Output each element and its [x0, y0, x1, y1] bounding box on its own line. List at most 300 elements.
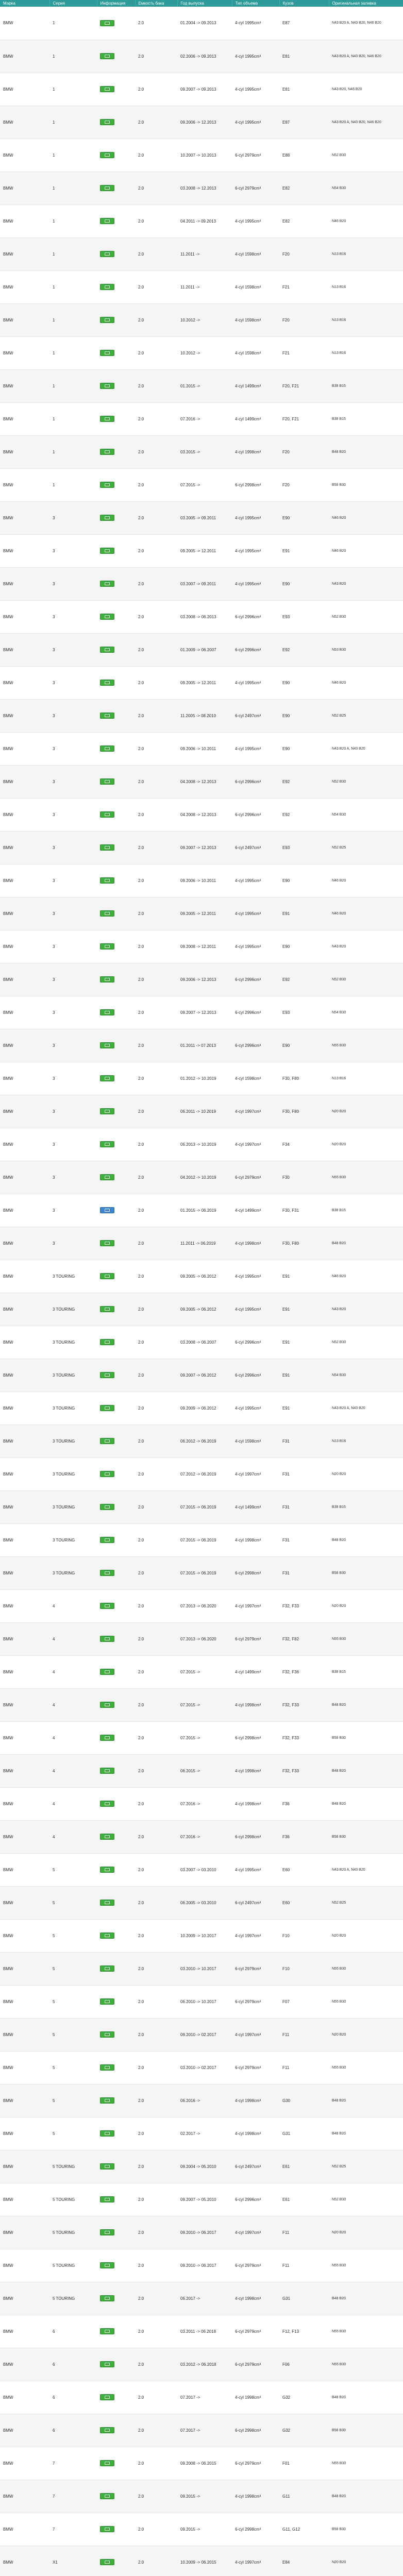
engine-volume-cell: 4-cyl 1499cm³	[232, 369, 279, 402]
table-row[interactable]	[0, 1095, 403, 1128]
body-cell: F36	[279, 1787, 329, 1820]
table-row[interactable]	[0, 336, 403, 369]
series-cell: 4	[49, 1622, 97, 1655]
info-badge-icon[interactable]	[100, 1867, 114, 1873]
table-row[interactable]	[0, 1787, 403, 1820]
year-cell: 09.2006 -> 12.2013	[177, 106, 232, 139]
info-cell	[97, 1886, 135, 1919]
info-badge-icon[interactable]	[100, 1900, 114, 1906]
year-cell: 11.2011 ->	[177, 238, 232, 270]
info-cell	[97, 699, 135, 732]
table-row[interactable]	[0, 1622, 403, 1655]
table-row[interactable]	[0, 303, 403, 336]
engine-volume-cell: 6-cyl 2979cm³	[232, 2249, 279, 2282]
table-row[interactable]	[0, 238, 403, 270]
year-cell: 01.2009 -> 06.2007	[177, 633, 232, 666]
table-row[interactable]	[0, 7, 403, 40]
info-badge-icon[interactable]	[100, 152, 114, 158]
info-badge-icon[interactable]	[100, 2328, 114, 2334]
year-cell: 03.2008 -> 06.2007	[177, 1326, 232, 1359]
info-badge-icon[interactable]	[100, 2196, 114, 2202]
capacity-cell: 2.0	[135, 1260, 177, 1293]
info-badge-icon[interactable]	[100, 1603, 114, 1609]
table-row[interactable]	[0, 1985, 403, 2018]
brand-cell: BMW	[0, 1095, 49, 1128]
info-badge-icon[interactable]	[100, 1834, 114, 1840]
table-row[interactable]	[0, 1754, 403, 1787]
table-row[interactable]	[0, 2282, 403, 2315]
table-row[interactable]	[0, 1062, 403, 1095]
brand-cell: BMW	[0, 2084, 49, 2117]
capacity-cell: 2.0	[135, 534, 177, 567]
table-row[interactable]	[0, 172, 403, 205]
engine-volume-cell: 4-cyl 1995cm³	[232, 40, 279, 73]
info-badge-icon[interactable]	[100, 185, 114, 191]
info-badge-icon[interactable]	[100, 2361, 114, 2367]
code-cell: N54 B30	[329, 996, 403, 1029]
brand-cell: BMW	[0, 172, 49, 205]
series-cell: 1	[49, 435, 97, 468]
capacity-cell: 2.0	[135, 402, 177, 435]
series-cell: 3	[49, 1194, 97, 1227]
table-row[interactable]	[0, 666, 403, 699]
body-cell: E91	[279, 1260, 329, 1293]
info-badge-icon[interactable]	[100, 1372, 114, 1378]
body-cell: F11	[279, 2249, 329, 2282]
table-row[interactable]	[0, 1688, 403, 1721]
info-badge-icon[interactable]	[100, 2526, 114, 2532]
year-cell: 10.2007 -> 10.2013	[177, 139, 232, 172]
body-cell: F21	[279, 336, 329, 369]
capacity-cell: 2.0	[135, 205, 177, 238]
table-row[interactable]	[0, 1359, 403, 1392]
info-badge-icon[interactable]	[100, 647, 114, 653]
year-cell: 01.2011 -> 07.2013	[177, 1029, 232, 1062]
info-badge-icon[interactable]	[100, 20, 114, 26]
info-badge-icon[interactable]	[100, 581, 114, 587]
table-row[interactable]	[0, 534, 403, 567]
engine-volume-cell: 4-cyl 1998cm³	[232, 2282, 279, 2315]
info-cell	[97, 1425, 135, 1458]
info-cell	[97, 2183, 135, 2216]
capacity-cell: 2.0	[135, 2513, 177, 2546]
column-header[interactable]: Серия	[49, 0, 97, 7]
brand-cell: BMW	[0, 1919, 49, 1952]
year-cell: 01.2015 -> 06.2019	[177, 1194, 232, 1227]
info-badge-icon[interactable]	[100, 1504, 114, 1510]
info-badge-icon[interactable]	[100, 383, 114, 389]
engine-volume-cell: 4-cyl 1499cm³	[232, 402, 279, 435]
info-badge-icon[interactable]	[100, 2064, 114, 2071]
info-badge-icon[interactable]	[100, 2460, 114, 2466]
info-badge-icon[interactable]	[100, 1339, 114, 1345]
capacity-cell: 2.0	[135, 2150, 177, 2183]
info-cell	[97, 1622, 135, 1655]
table-row[interactable]	[0, 1523, 403, 1556]
brand-cell: BMW	[0, 73, 49, 106]
engine-volume-cell: 4-cyl 1995cm³	[232, 864, 279, 897]
info-badge-icon[interactable]	[100, 416, 114, 422]
info-badge-icon[interactable]	[100, 53, 114, 59]
info-badge-icon[interactable]	[100, 1471, 114, 1477]
info-badge-icon[interactable]	[100, 2427, 114, 2433]
info-badge-icon[interactable]	[100, 119, 114, 125]
code-cell: N52 B25	[329, 2150, 403, 2183]
body-cell: E93	[279, 996, 329, 1029]
table-row[interactable]	[0, 732, 403, 765]
info-cell	[97, 106, 135, 139]
year-cell: 09.2009 -> 06.2012	[177, 1392, 232, 1425]
table-row[interactable]	[0, 369, 403, 402]
code-cell: N55 B30	[329, 1952, 403, 1985]
capacity-cell: 2.0	[135, 666, 177, 699]
table-row[interactable]	[0, 2084, 403, 2117]
info-badge-icon[interactable]	[100, 2229, 114, 2235]
body-cell: E91	[279, 1359, 329, 1392]
brand-cell: BMW	[0, 2018, 49, 2051]
table-row[interactable]	[0, 468, 403, 501]
engine-volume-cell: 6-cyl 2996cm³	[232, 963, 279, 996]
column-header[interactable]: Год выпуска	[177, 0, 232, 7]
brand-cell: BMW	[0, 1293, 49, 1326]
info-badge-icon[interactable]	[100, 86, 114, 92]
info-cell	[97, 369, 135, 402]
capacity-cell: 2.0	[135, 1194, 177, 1227]
info-badge-icon[interactable]	[100, 2163, 114, 2170]
table-row[interactable]	[0, 2117, 403, 2150]
brand-cell: BMW	[0, 798, 49, 831]
series-cell: 3	[49, 633, 97, 666]
code-cell: B48 B20	[329, 2381, 403, 2414]
info-badge-icon[interactable]	[100, 1933, 114, 1939]
table-body	[0, 7, 403, 2576]
info-badge-icon[interactable]	[100, 2559, 114, 2565]
info-badge-icon[interactable]	[100, 1735, 114, 1741]
info-badge-icon[interactable]	[100, 1174, 114, 1180]
column-header[interactable]: Информация	[97, 0, 135, 7]
code-cell: B58 B30	[329, 1820, 403, 1853]
info-badge-icon[interactable]	[100, 2493, 114, 2499]
table-row[interactable]	[0, 1128, 403, 1161]
capacity-cell: 2.0	[135, 2447, 177, 2480]
code-cell: N13 B16	[329, 270, 403, 303]
info-badge-icon[interactable]	[100, 1537, 114, 1543]
table-row[interactable]	[0, 2183, 403, 2216]
info-badge-icon[interactable]	[100, 1273, 114, 1279]
info-badge-icon[interactable]	[100, 317, 114, 323]
brand-cell: BMW	[0, 1490, 49, 1523]
info-cell	[97, 1029, 135, 1062]
info-cell	[97, 1326, 135, 1359]
table-row[interactable]	[0, 40, 403, 73]
info-badge-icon[interactable]	[100, 1570, 114, 1576]
table-row[interactable]	[0, 1029, 403, 1062]
table-row[interactable]	[0, 600, 403, 633]
year-cell: 03.2012 -> 06.2018	[177, 2348, 232, 2381]
info-badge-icon[interactable]	[100, 943, 114, 950]
column-header[interactable]: Марка	[0, 0, 49, 7]
table-row[interactable]	[0, 699, 403, 732]
table-row[interactable]	[0, 2447, 403, 2480]
engine-volume-cell: 4-cyl 1598cm³	[232, 1425, 279, 1458]
engine-volume-cell: 4-cyl 1499cm³	[232, 1194, 279, 1227]
table-row[interactable]	[0, 1293, 403, 1326]
code-cell: B48 B20	[329, 435, 403, 468]
table-row[interactable]	[0, 831, 403, 864]
table-row[interactable]	[0, 2216, 403, 2249]
table-row[interactable]	[0, 402, 403, 435]
series-cell: 4	[49, 1787, 97, 1820]
body-cell: F10	[279, 1919, 329, 1952]
table-row[interactable]	[0, 963, 403, 996]
engine-volume-cell: 4-cyl 1995cm³	[232, 7, 279, 40]
year-cell: 07.2017 ->	[177, 2381, 232, 2414]
table-row[interactable]	[0, 2480, 403, 2513]
year-cell: 11.2011 ->	[177, 270, 232, 303]
engine-volume-cell: 4-cyl 1499cm³	[232, 1490, 279, 1523]
code-cell: N20 B20	[329, 1589, 403, 1622]
table-row[interactable]	[0, 2381, 403, 2414]
code-cell: N55 B30	[329, 2051, 403, 2084]
table-row[interactable]	[0, 501, 403, 534]
table-row[interactable]	[0, 1392, 403, 1425]
brand-cell: BMW	[0, 270, 49, 303]
info-cell	[97, 2084, 135, 2117]
info-badge-icon[interactable]	[100, 2097, 114, 2104]
info-badge-icon[interactable]	[100, 482, 114, 488]
table-row[interactable]	[0, 2546, 403, 2576]
info-badge-icon[interactable]	[100, 811, 114, 818]
table-row[interactable]	[0, 73, 403, 106]
info-cell	[97, 1754, 135, 1787]
brand-cell: BMW	[0, 1128, 49, 1161]
body-cell: E92	[279, 765, 329, 798]
info-badge-icon[interactable]	[100, 1636, 114, 1642]
table-row[interactable]	[0, 1425, 403, 1458]
table-row[interactable]	[0, 1721, 403, 1754]
year-cell: 06.2005 -> 03.2010	[177, 1886, 232, 1919]
body-cell: F36	[279, 1820, 329, 1853]
table-row[interactable]	[0, 270, 403, 303]
table-row[interactable]	[0, 1919, 403, 1952]
info-badge-icon[interactable]	[100, 614, 114, 620]
table-row[interactable]	[0, 864, 403, 897]
brand-cell: BMW	[0, 1556, 49, 1589]
table-row[interactable]	[0, 2018, 403, 2051]
info-badge-icon[interactable]	[100, 2295, 114, 2301]
column-header[interactable]: Тип объема	[232, 0, 279, 7]
table-row[interactable]	[0, 798, 403, 831]
body-cell: F11	[279, 2051, 329, 2084]
info-badge-icon[interactable]	[100, 1669, 114, 1675]
info-cell	[97, 2513, 135, 2546]
info-cell	[97, 2150, 135, 2183]
info-badge-icon[interactable]	[100, 713, 114, 719]
table-row[interactable]	[0, 2051, 403, 2084]
table-row[interactable]	[0, 996, 403, 1029]
table-row[interactable]	[0, 2414, 403, 2447]
code-cell: N20 B20	[329, 1095, 403, 1128]
capacity-cell: 2.0	[135, 7, 177, 40]
info-badge-icon[interactable]	[100, 2031, 114, 2038]
engine-volume-cell: 6-cyl 2996cm³	[232, 765, 279, 798]
column-header[interactable]: Оригинальная заливка	[329, 0, 403, 7]
info-badge-icon[interactable]	[100, 449, 114, 455]
series-cell: 1	[49, 303, 97, 336]
info-badge-icon[interactable]	[100, 1207, 114, 1213]
table-row[interactable]	[0, 1490, 403, 1523]
info-badge-icon[interactable]	[100, 1998, 114, 2005]
info-badge-icon[interactable]	[100, 1042, 114, 1048]
series-cell: 5	[49, 1919, 97, 1952]
code-cell: N52 B25	[329, 699, 403, 732]
info-badge-icon[interactable]	[100, 1702, 114, 1708]
body-cell: E81	[279, 40, 329, 73]
capacity-cell: 2.0	[135, 1820, 177, 1853]
info-badge-icon[interactable]	[100, 548, 114, 554]
body-cell: F20	[279, 238, 329, 270]
table-row[interactable]	[0, 1161, 403, 1194]
info-badge-icon[interactable]	[100, 218, 114, 224]
table-row[interactable]	[0, 2513, 403, 2546]
table-row[interactable]	[0, 2348, 403, 2381]
engine-volume-cell: 4-cyl 1995cm³	[232, 732, 279, 765]
code-cell: N13 B16	[329, 336, 403, 369]
table-row[interactable]	[0, 2249, 403, 2282]
series-cell: 5 TOURING	[49, 2150, 97, 2183]
table-row[interactable]	[0, 567, 403, 600]
table-row[interactable]	[0, 1458, 403, 1490]
table-row[interactable]	[0, 930, 403, 963]
brand-cell: BMW	[0, 205, 49, 238]
info-badge-icon[interactable]	[100, 2262, 114, 2268]
table-row[interactable]	[0, 139, 403, 172]
engine-volume-cell: 6-cyl 2497cm³	[232, 1886, 279, 1919]
info-cell	[97, 600, 135, 633]
capacity-cell: 2.0	[135, 2348, 177, 2381]
info-badge-icon[interactable]	[100, 844, 114, 851]
brand-cell: BMW	[0, 1688, 49, 1721]
info-cell	[97, 303, 135, 336]
info-badge-icon[interactable]	[100, 1141, 114, 1147]
info-badge-icon[interactable]	[100, 2130, 114, 2137]
info-badge-icon[interactable]	[100, 1240, 114, 1246]
info-badge-icon[interactable]	[100, 778, 114, 785]
year-cell: 09.2010 -> 06.2017	[177, 2216, 232, 2249]
info-badge-icon[interactable]	[100, 1075, 114, 1081]
body-cell: G11	[279, 2480, 329, 2513]
info-badge-icon[interactable]	[100, 745, 114, 752]
capacity-cell: 2.0	[135, 106, 177, 139]
column-header[interactable]: Емкость бака	[135, 0, 177, 7]
table-row[interactable]	[0, 1886, 403, 1919]
brand-cell: BMW	[0, 1029, 49, 1062]
info-badge-icon[interactable]	[100, 1306, 114, 1312]
info-badge-icon[interactable]	[100, 1108, 114, 1114]
engine-volume-cell: 6-cyl 2996cm³	[232, 2183, 279, 2216]
capacity-cell: 2.0	[135, 1523, 177, 1556]
table-row[interactable]	[0, 1326, 403, 1359]
capacity-cell: 2.0	[135, 501, 177, 534]
capacity-cell: 2.0	[135, 336, 177, 369]
table-row[interactable]	[0, 106, 403, 139]
table-row[interactable]	[0, 1853, 403, 1886]
table-row[interactable]	[0, 1589, 403, 1622]
info-badge-icon[interactable]	[100, 877, 114, 884]
table-row[interactable]	[0, 205, 403, 238]
brand-cell: BMW	[0, 2348, 49, 2381]
capacity-cell: 2.0	[135, 633, 177, 666]
series-cell: 5	[49, 2051, 97, 2084]
table-row[interactable]	[0, 1194, 403, 1227]
info-badge-icon[interactable]	[100, 2394, 114, 2400]
info-badge-icon[interactable]	[100, 680, 114, 686]
info-cell	[97, 501, 135, 534]
table-row[interactable]	[0, 435, 403, 468]
body-cell: E90	[279, 666, 329, 699]
info-badge-icon[interactable]	[100, 910, 114, 917]
info-cell	[97, 1985, 135, 2018]
body-cell: G31	[279, 2282, 329, 2315]
body-cell: F32, F82	[279, 1622, 329, 1655]
info-badge-icon[interactable]	[100, 284, 114, 290]
info-badge-icon[interactable]	[100, 1438, 114, 1444]
engine-volume-cell: 6-cyl 2998cm³	[232, 1556, 279, 1589]
code-cell: N13 B16	[329, 303, 403, 336]
info-badge-icon[interactable]	[100, 1965, 114, 1972]
table-row[interactable]	[0, 1227, 403, 1260]
table-row[interactable]	[0, 633, 403, 666]
table-row[interactable]	[0, 897, 403, 930]
table-row[interactable]	[0, 1820, 403, 1853]
table-row[interactable]	[0, 765, 403, 798]
code-cell: N43 B20 A, N43 B20, N46 B20	[329, 7, 403, 40]
table-row[interactable]	[0, 1952, 403, 1985]
table-row[interactable]	[0, 2315, 403, 2348]
engine-volume-cell: 4-cyl 1995cm³	[232, 930, 279, 963]
info-badge-icon[interactable]	[100, 251, 114, 257]
table-row[interactable]	[0, 2150, 403, 2183]
info-badge-icon[interactable]	[100, 1768, 114, 1774]
table-row[interactable]	[0, 1260, 403, 1293]
year-cell: 04.2008 -> 12.2013	[177, 798, 232, 831]
brand-cell: BMW	[0, 831, 49, 864]
capacity-cell: 2.0	[135, 369, 177, 402]
info-cell	[97, 633, 135, 666]
engine-volume-cell: 6-cyl 2979cm³	[232, 1622, 279, 1655]
year-cell: 04.2012 -> 10.2019	[177, 1161, 232, 1194]
year-cell: 06.2016 ->	[177, 2084, 232, 2117]
series-cell: 7	[49, 2513, 97, 2546]
column-header[interactable]: Кузов	[279, 0, 329, 7]
engine-volume-cell: 6-cyl 2979cm³	[232, 139, 279, 172]
info-badge-icon[interactable]	[100, 1801, 114, 1807]
series-cell: 5	[49, 2117, 97, 2150]
info-badge-icon[interactable]	[100, 1009, 114, 1015]
table-row[interactable]	[0, 1556, 403, 1589]
info-cell	[97, 1589, 135, 1622]
table-row[interactable]	[0, 1655, 403, 1688]
engine-volume-cell: 4-cyl 1995cm³	[232, 534, 279, 567]
series-cell: 4	[49, 1655, 97, 1688]
brand-cell: BMW	[0, 1326, 49, 1359]
info-badge-icon[interactable]	[100, 515, 114, 521]
info-badge-icon[interactable]	[100, 1405, 114, 1411]
series-cell: 6	[49, 2348, 97, 2381]
series-cell: 4	[49, 1754, 97, 1787]
info-badge-icon[interactable]	[100, 976, 114, 982]
info-badge-icon[interactable]	[100, 350, 114, 356]
